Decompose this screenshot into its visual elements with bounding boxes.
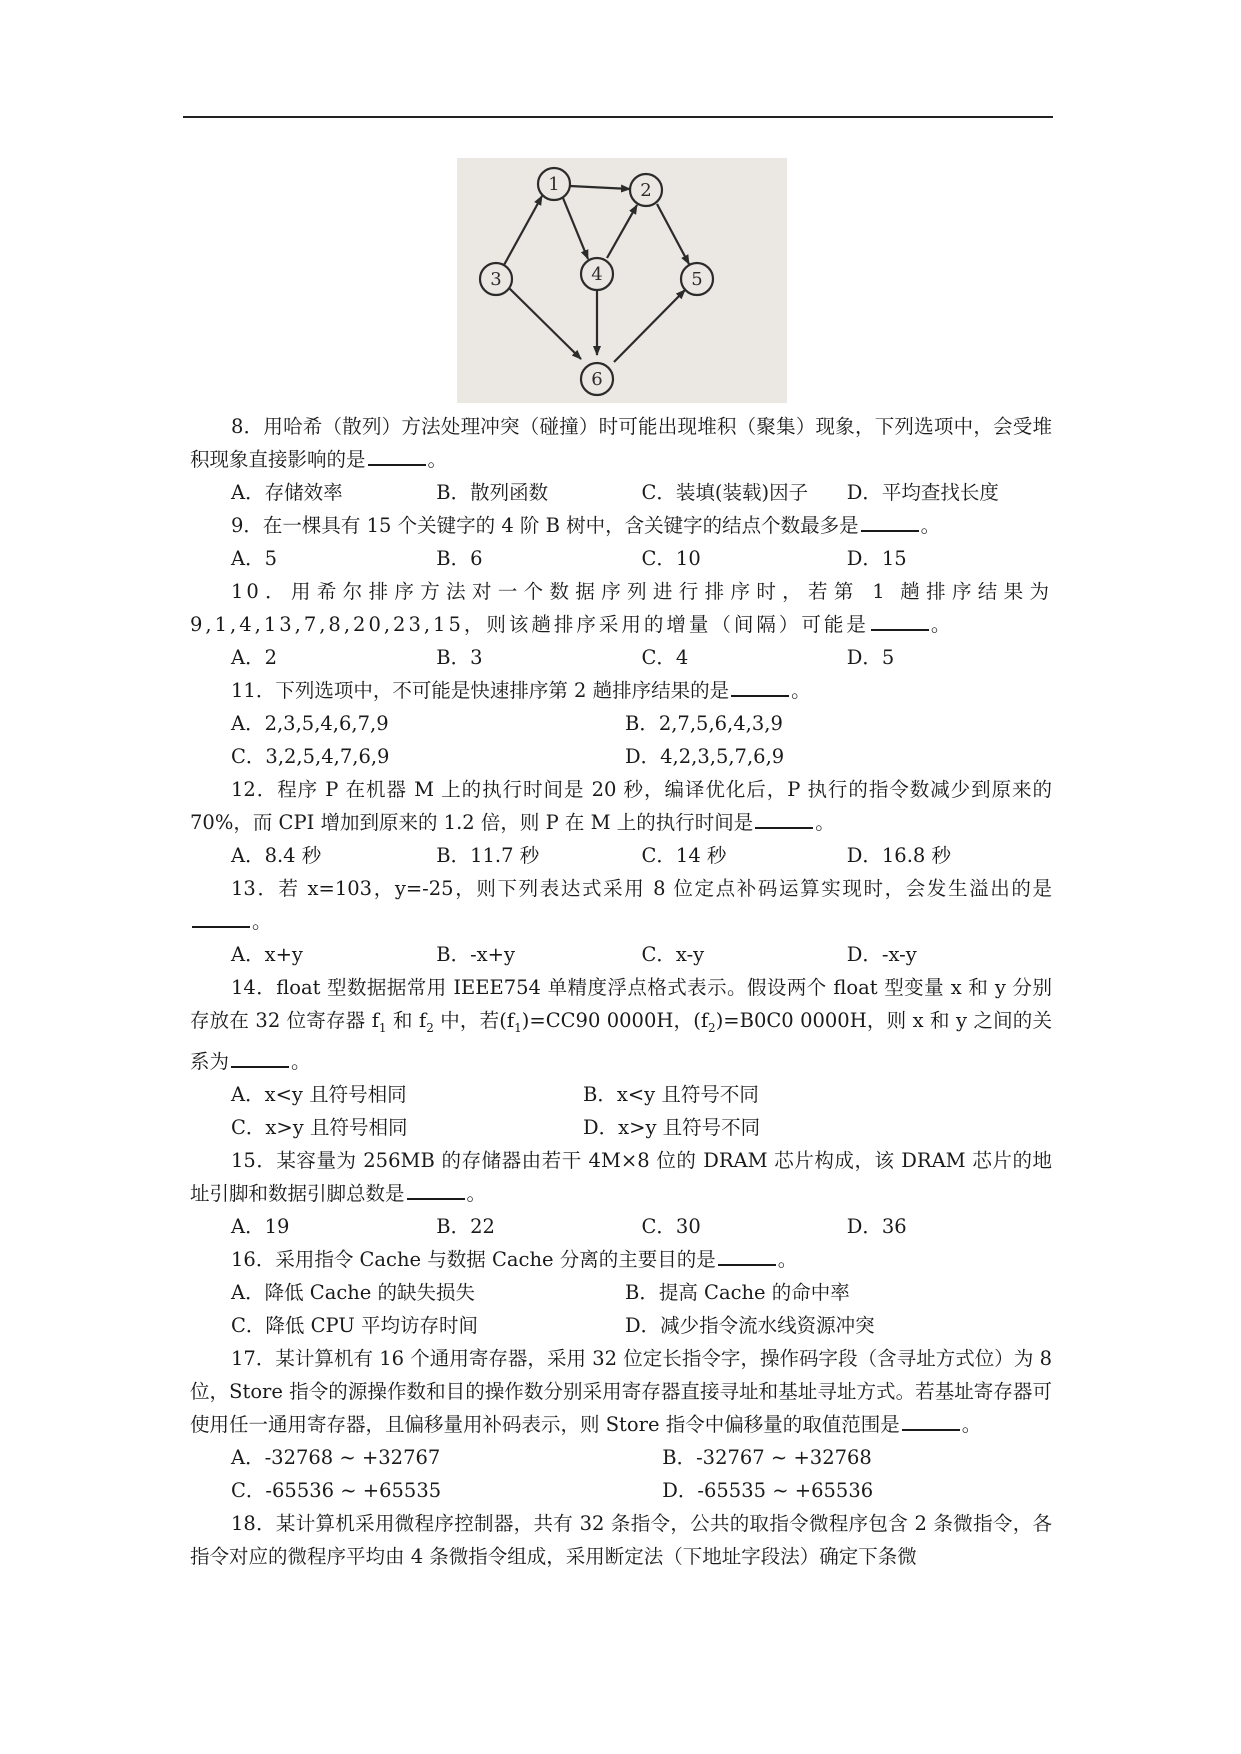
- question-stem: 11．下列选项中，不可能是快速排序第 2 趟排序结果的是: [231, 679, 730, 702]
- graph-node-3: [480, 263, 512, 295]
- option-c: C．降低 CPU 平均访存时间: [231, 1313, 478, 1337]
- question-13: 13．若 x=103，y=-25，则下列表达式采用 8 位定点补码运算实现时，会发生溢出的是。 A．x+y B．-x+y C．x-y D．-x-y: [190, 872, 1052, 971]
- option-c: C．3,2,5,4,7,6,9: [231, 745, 390, 768]
- option-a: A．2: [231, 646, 277, 669]
- answer-blank: [718, 1244, 776, 1266]
- option-b: B．2,7,5,6,4,3,9: [625, 712, 783, 735]
- option-d: D．5: [846, 646, 895, 669]
- graph-node-5: [681, 263, 713, 295]
- option-a: A．降低 Cache 的缺失损失: [231, 1280, 476, 1304]
- option-d: D．36: [846, 1214, 907, 1238]
- answer-blank: [231, 1046, 289, 1068]
- option-c: C．x>y 且符号相同: [231, 1115, 408, 1139]
- answer-blank: [871, 609, 929, 631]
- option-c: C．装填(装载)因子: [641, 481, 809, 504]
- answer-blank: [407, 1178, 465, 1200]
- option-b: B．-32767 ~ +32768: [662, 1445, 872, 1469]
- option-a: A．2,3,5,4,6,7,9: [231, 712, 389, 735]
- question-11: 11．下列选项中，不可能是快速排序第 2 趟排序结果的是 。 A．2,3,5,4,6,7,9 B．2,7,5,6,4,3,9 C．3,2,5,4,7,6,9 D．4,2,3,5,7,6,9: [190, 674, 1052, 773]
- option-b: B．提高 Cache 的命中率: [625, 1280, 850, 1304]
- option-d: D．16.8 秒: [846, 844, 952, 867]
- option-d: D．4,2,3,5,7,6,9: [625, 745, 785, 768]
- option-b: B．-x+y: [436, 943, 516, 966]
- option-b: B．6: [436, 547, 483, 570]
- question-stem: 13．若 x=103，y=-25，则下列表达式采用 8 位定点补码运算实现时，会发生溢出的是: [231, 877, 1052, 900]
- question-stem: 8．用哈希（散列）方法处理冲突（碰撞）时可能出现堆积（聚集）现象，下列选项中，会受堆积现象直接影响的是: [190, 415, 1052, 471]
- question-stem: 10．用希尔排序方法对一个数据序列进行排序时，若第 1 趟排序结果为 9,1,4,13,7,8,20,23,15，则该趟排序采用的增量（间隔）可能是: [190, 580, 1052, 636]
- option-a: A．x<y 且符号相同: [231, 1082, 407, 1106]
- edge-4-2: [607, 205, 637, 258]
- directed-graph-figure: [457, 158, 787, 403]
- option-d: D．15: [846, 547, 907, 570]
- question-stem: 18．某计算机采用微程序控制器，共有 32 条指令，公共的取指令微程序包含 2 条微指令，各指令对应的微程序平均由 4 条微指令组成，采用断定法（下地址字段法）确定下条微: [190, 1511, 1052, 1568]
- question-list: [190, 410, 1052, 1573]
- option-b: B．x<y 且符号不同: [583, 1082, 759, 1106]
- option-c: C．14 秒: [641, 844, 727, 867]
- option-a: A．5: [231, 547, 277, 570]
- question-10: 10．用希尔排序方法对一个数据序列进行排序时，若第 1 趟排序结果为 9,1,4,13,7,8,20,23,15，则该趟排序采用的增量（间隔）可能是 。 A．2 B．3 C．4 D．5: [190, 575, 1052, 674]
- edge-1-4: [563, 198, 588, 259]
- option-d: D．平均查找长度: [846, 481, 999, 504]
- graph-node-1: [538, 168, 570, 200]
- edge-1-2: [570, 186, 630, 189]
- question-12: 12．程序 P 在机器 M 上的执行时间是 20 秒，编译优化后，P 执行的指令数减少到原来的 70%，而 CPI 增加到原来的 1.2 倍，则 P 在 M 上的执行时间是 。 A．8.4 秒 B．11.7 秒 C．14 秒 D．16.8 秒: [190, 773, 1052, 872]
- answer-blank: [368, 444, 426, 466]
- answer-blank: [192, 906, 250, 928]
- svg-text:1: 1: [548, 174, 560, 195]
- svg-text:2: 2: [640, 180, 652, 201]
- answer-blank: [731, 675, 789, 697]
- graph-node-6: [581, 363, 613, 395]
- svg-text:6: 6: [591, 369, 603, 390]
- edge-3-6: [509, 288, 581, 359]
- graph-nodes: [480, 168, 713, 395]
- question-17: 17．某计算机有 16 个通用寄存器，采用 32 位定长指令字，操作码字段（含寻址方式位）为 8 位，Store 指令的源操作数和目的操作数分别采用寄存器直接寻址和基址寻址方式。若基址寄存器可使用任一通用寄存器，且偏移量用补码表示，则 Store 指令中偏移量的取值范围是 。 A．-32768 ~ +32767 B．-32767 ~ +32768 C．-65536 ~ +65535 D．-65535 ~ +65536: [190, 1342, 1052, 1507]
- question-stem: 15．某容量为 256MB 的存储器由若干 4M×8 位的 DRAM 芯片构成，该 DRAM 芯片的地址引脚和数据引脚总数是: [190, 1148, 1052, 1205]
- option-c: C．30: [641, 1214, 701, 1238]
- svg-text:5: 5: [691, 269, 703, 290]
- option-d: D．x>y 且符号不同: [583, 1115, 761, 1139]
- question-18: [190, 1507, 1052, 1573]
- option-b: B．22: [436, 1214, 495, 1238]
- option-b: B．散列函数: [436, 481, 549, 504]
- edge-6-5: [614, 290, 685, 362]
- edge-3-1: [504, 196, 542, 265]
- answer-blank: [861, 510, 919, 532]
- svg-text:3: 3: [490, 269, 502, 290]
- graph-svg: [457, 158, 787, 403]
- question-8: 8．用哈希（散列）方法处理冲突（碰撞）时可能出现堆积（聚集）现象，下列选项中，会受堆积现象直接影响的是 。 A．存储效率 B．散列函数 C．装填(装载)因子 D．平均查找长度: [190, 410, 1052, 509]
- question-9: 9．在一棵具有 15 个关键字的 4 阶 B 树中，含关键字的结点个数最多是 。 A．5 B．6 C．10 D．15: [190, 509, 1052, 575]
- question-stem: 9．在一棵具有 15 个关键字的 4 阶 B 树中，含关键字的结点个数最多是: [231, 514, 859, 537]
- question-16: 16．采用指令 Cache 与数据 Cache 分离的主要目的是 。 A．降低 Cache 的缺失损失 B．提高 Cache 的命中率 C．降低 CPU 平均访存时间 D．减少指令流水线资源冲突: [190, 1243, 1052, 1342]
- option-a: A．-32768 ~ +32767: [231, 1445, 441, 1469]
- graph-node-4: [581, 258, 613, 290]
- option-c: C．x-y: [641, 943, 705, 966]
- question-stem: 14．float 型数据据常用 IEEE754 单精度浮点格式表示。假设两个 float 型变量 x 和 y 分别存放在 32 位寄存器 $f_1$ 和 $f_2$ 中，若$(f_1)=CC90$ 0000H，$(f_2)=B0C0$ 0000H，则 x 和 y 之间的关系为: [190, 976, 1052, 1073]
- header-rule: [183, 116, 1053, 118]
- answer-blank: [902, 1409, 960, 1431]
- option-a: A．x+y: [231, 943, 303, 966]
- graph-node-2: [630, 174, 662, 206]
- option-c: C．10: [641, 547, 701, 570]
- question-stem: 12．程序 P 在机器 M 上的执行时间是 20 秒，编译优化后，P 执行的指令数减少到原来的 70%，而 CPI 增加到原来的 1.2 倍，则 P 在 M 上的执行时间是: [190, 778, 1052, 834]
- question-stem: 16．采用指令 Cache 与数据 Cache 分离的主要目的是: [231, 1247, 716, 1271]
- option-d: D．-x-y: [846, 943, 917, 966]
- edge-2-5: [657, 204, 689, 264]
- answer-blank: [755, 807, 813, 829]
- option-d: D．-65535 ~ +65536: [662, 1478, 874, 1502]
- option-a: A．19: [231, 1214, 290, 1238]
- svg-text:4: 4: [591, 264, 603, 285]
- option-a: A．存储效率: [231, 481, 343, 504]
- option-b: B．11.7 秒: [436, 844, 540, 867]
- option-a: A．8.4 秒: [231, 844, 322, 867]
- question-15: 15．某容量为 256MB 的存储器由若干 4M×8 位的 DRAM 芯片构成，该 DRAM 芯片的地址引脚和数据引脚总数是 。 A．19 B．22 C．30 D．36: [190, 1144, 1052, 1243]
- question-14: 14．float 型数据据常用 IEEE754 单精度浮点格式表示。假设两个 float 型变量 x 和 y 分别存放在 32 位寄存器 $f_1$ 和 $f_2$ 中，若$(f_1)=CC90$ 0000H，$(f_2)=B0C0$ 0000H，则 x 和 y 之间的关系为 。 A．x<y 且符号相同 B．x<y 且符号不同 C．x>y 且符号相同 D．x>y 且符号不同: [190, 971, 1052, 1144]
- option-d: D．减少指令流水线资源冲突: [625, 1313, 875, 1337]
- option-b: B．3: [436, 646, 483, 669]
- option-c: C．-65536 ~ +65535: [231, 1478, 442, 1502]
- option-c: C．4: [641, 646, 689, 669]
- question-stem: 17．某计算机有 16 个通用寄存器，采用 32 位定长指令字，操作码字段（含寻址方式位）为 8 位，Store 指令的源操作数和目的操作数分别采用寄存器直接寻址和基址寻址方式。若基址寄存器可使用任一通用寄存器，且偏移量用补码表示，则 Store 指令中偏移量的取值范围是: [190, 1346, 1052, 1436]
